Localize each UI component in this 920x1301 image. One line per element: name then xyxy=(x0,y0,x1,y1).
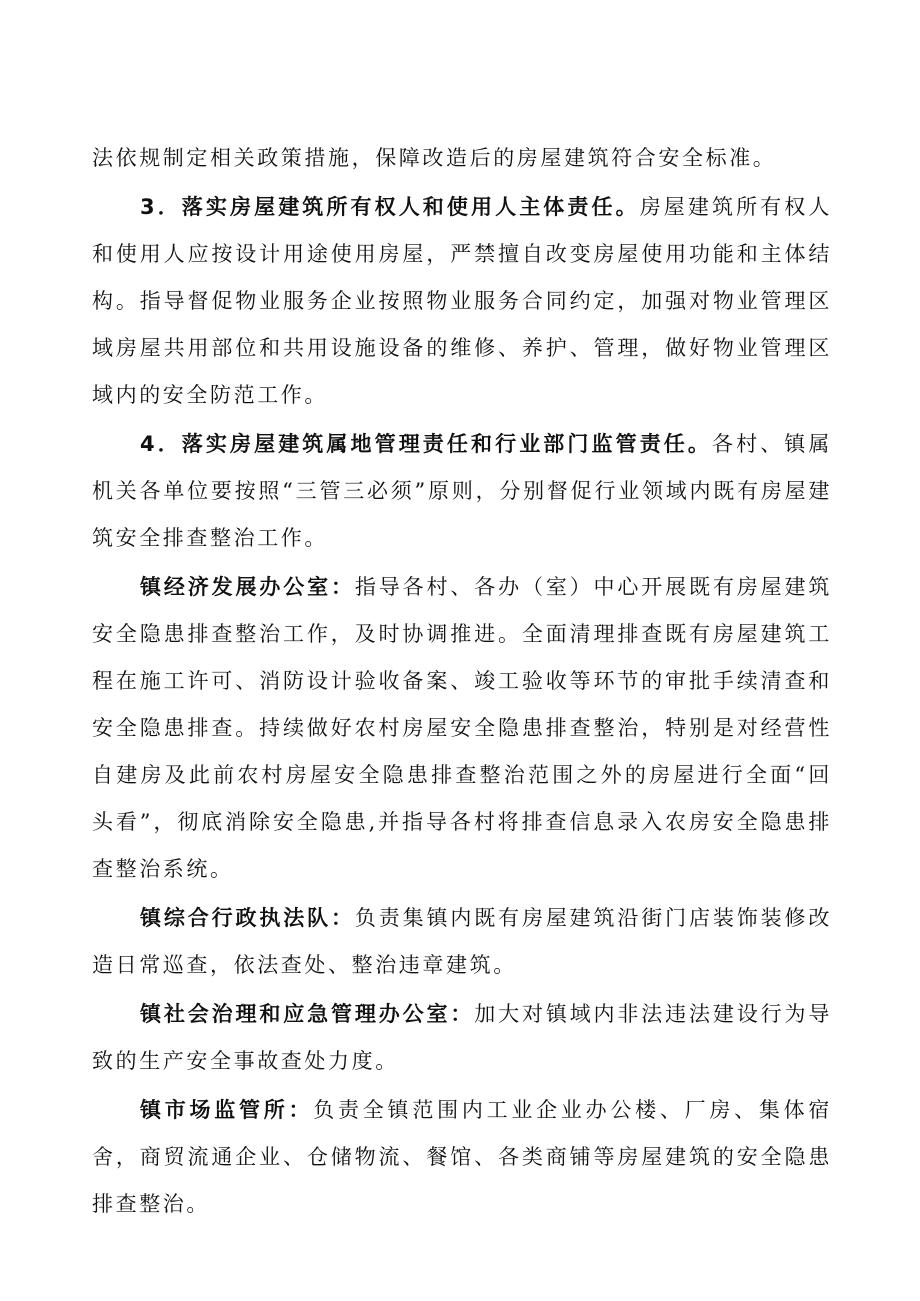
document-body xyxy=(92,135,832,1228)
paragraph-economic-office xyxy=(92,564,832,893)
paragraph-territorial-responsibility xyxy=(92,421,832,562)
paragraph-law-enforcement xyxy=(92,895,832,989)
paragraph-text: 法依规制定相关政策措施，保障改造后的房屋建筑符合安全标准。 xyxy=(92,146,777,170)
paragraph-text: 加大对镇域内非法违法建设行为导致的生产安全事故查处力度。 xyxy=(92,1002,832,1073)
paragraph-text: 房屋建筑所有权人和使用人应按设计用途使用房屋，严禁擅自改变房屋使用功能和主体结构。指导督促物业服务企业按照物业服务合同约定，加强对物业管理区域房屋共用部位和共用设施设备的维修、养护、管理，做好物业管理区域内的安全防范工作。 xyxy=(92,195,832,407)
paragraph-owner-responsibility xyxy=(92,184,832,419)
paragraph-text: 各村、镇属机关各单位要按照“三管三必须”原则，分别督促行业领域内既有房屋建筑安全排查整治工作。 xyxy=(92,432,832,550)
paragraph-text: 负责全镇范围内工业企业办公楼、厂房、集体宿舍，商贸流通企业、仓储物流、餐馆、各类商铺等房屋建筑的安全隐患排查整治。 xyxy=(92,1098,832,1216)
paragraph-emergency-office xyxy=(92,991,832,1085)
paragraph-heading: 镇社会治理和应急管理办公室： xyxy=(140,1002,475,1026)
paragraph-heading: 3．落实房屋建筑所有权人和使用人主体责任。 xyxy=(140,195,640,219)
paragraph-heading: 镇经济发展办公室： xyxy=(140,575,355,599)
paragraph-continuation xyxy=(92,135,832,182)
paragraph-heading: 镇市场监管所： xyxy=(140,1098,314,1122)
paragraph-text: 指导各村、各办（室）中心开展既有房屋建筑安全隐患排查整治工作，及时协调推进。全面清理排查既有房屋建筑工程在施工许可、消防设计验收备案、竣工验收等环节的审批手续清查和安全隐患排查。持续做好农村房屋安全隐患排查整治，特别是对经营性自建房及此前农村房屋安全隐患排查整治范围之外的房屋进行全面“回头看”，彻底消除安全隐患,并指导各村将排查信息录入农房安全隐患排查整治系统。 xyxy=(92,575,832,881)
paragraph-market-supervision xyxy=(92,1087,832,1228)
paragraph-heading: 镇综合行政执法队： xyxy=(140,906,355,930)
paragraph-text: 负责集镇内既有房屋建筑沿街门店装饰装修改造日常巡查，依法查处、整治违章建筑。 xyxy=(92,906,832,977)
paragraph-heading: 4．落实房屋建筑属地管理责任和行业部门监管责任。 xyxy=(140,432,712,456)
